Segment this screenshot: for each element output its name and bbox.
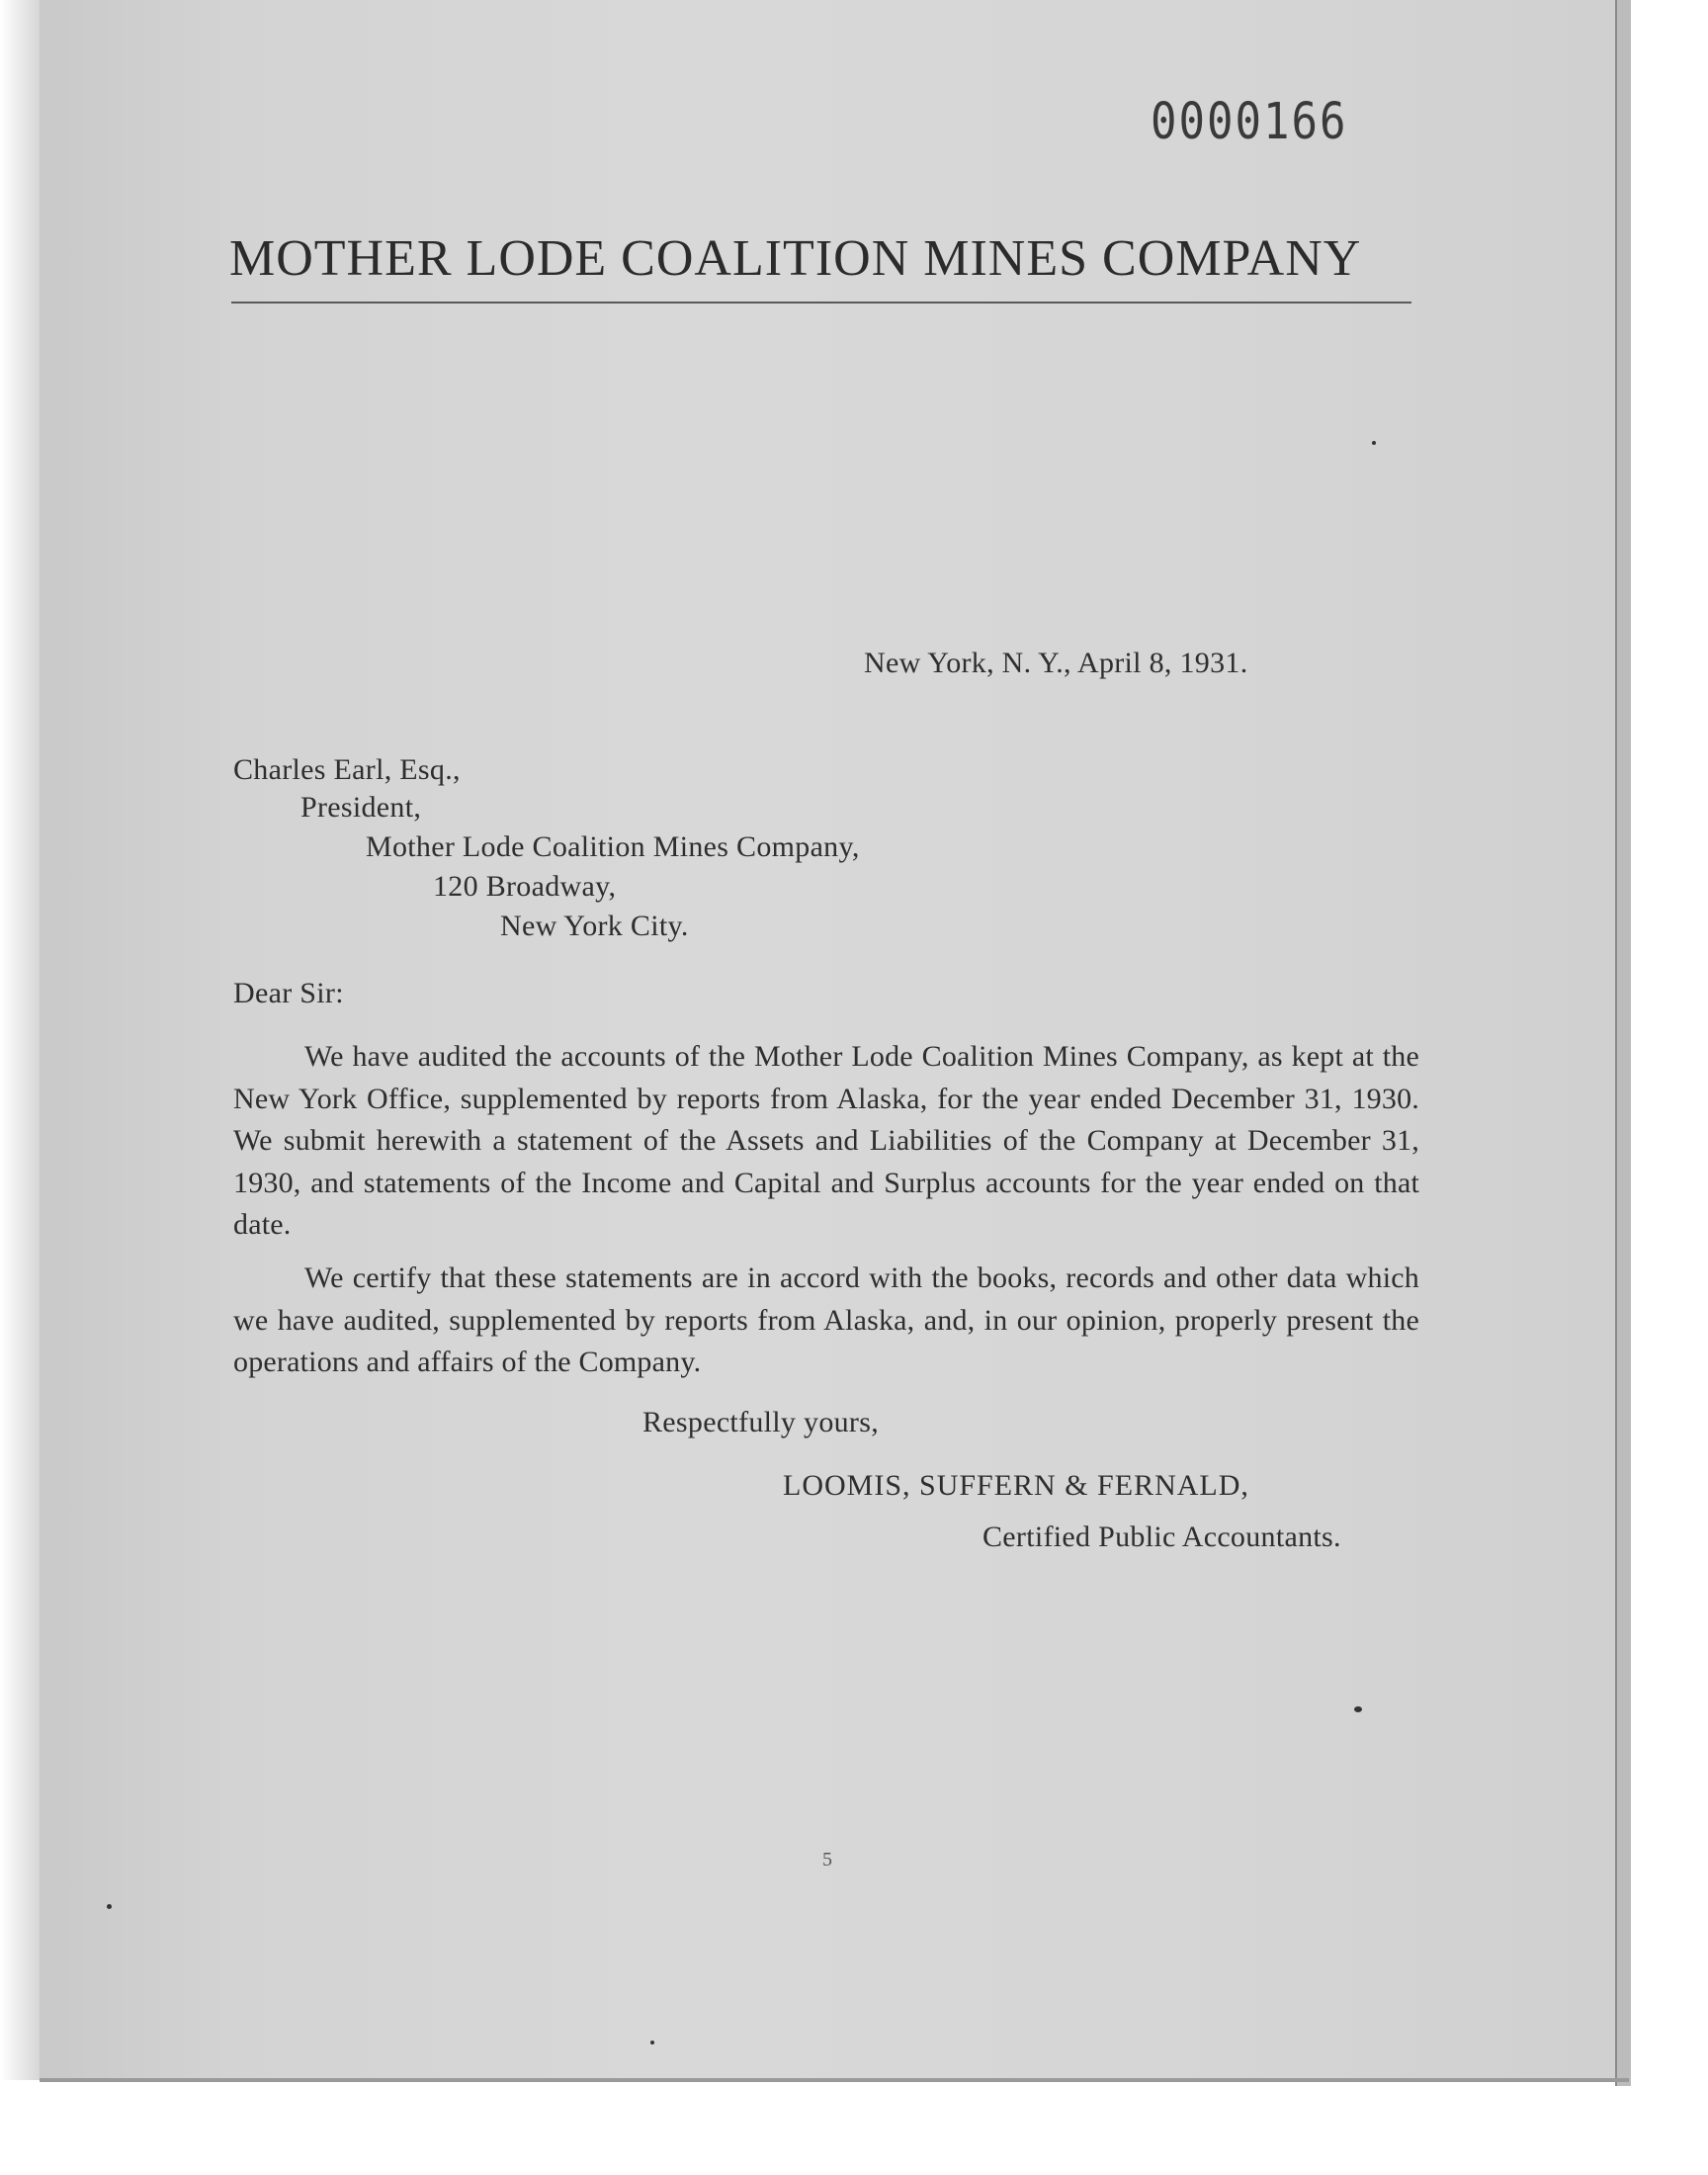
addressee-company: Mother Lode Coalition Mines Company, bbox=[366, 830, 860, 863]
closing: Respectfully yours, bbox=[642, 1406, 879, 1438]
signatory: LOOMIS, SUFFERN & FERNALD, bbox=[783, 1469, 1249, 1502]
ink-speck bbox=[107, 1904, 112, 1909]
letterhead: MOTHER LODE COALITION MINES COMPANY bbox=[229, 230, 1362, 287]
salutation: Dear Sir: bbox=[233, 977, 344, 1009]
paper-right-edge bbox=[1615, 0, 1631, 2086]
letterhead-rule bbox=[231, 302, 1411, 304]
scan-left-margin bbox=[0, 0, 40, 2080]
paper-bottom-edge bbox=[40, 2078, 1629, 2082]
stamp-number: 0000166 bbox=[1151, 93, 1348, 151]
addressee-name: Charles Earl, Esq., bbox=[233, 753, 461, 786]
signatory-title: Certified Public Accountants. bbox=[982, 1521, 1341, 1553]
dateline: New York, N. Y., April 8, 1931. bbox=[864, 647, 1248, 679]
page-number: 5 bbox=[822, 1849, 832, 1870]
ink-speck bbox=[1372, 441, 1376, 445]
ink-speck bbox=[1354, 1706, 1362, 1712]
addressee-title: President, bbox=[300, 791, 422, 824]
paragraph-audit: We have audited the accounts of the Mother Lode Coalition Mines Company, as kept at the New York Office, supplemented by reports from Alaska, for the year ended December 31, 1930. We submit herewith a statement of the Assets and Liabilities of the Company at December 31, 1930, and statements of the Income and Capital and Surplus accounts for the year ended on that date. bbox=[233, 1040, 1419, 1241]
addressee-city: New York City. bbox=[500, 910, 689, 942]
addressee-street: 120 Broadway, bbox=[433, 870, 617, 903]
ink-speck bbox=[650, 2041, 654, 2044]
paragraph-certification: We certify that these statements are in accord with the books, records and other data which we have audited, supplemented by reports from Alaska, and, in our opinion, properly present the operations and affairs of the Company. bbox=[233, 1262, 1419, 1378]
